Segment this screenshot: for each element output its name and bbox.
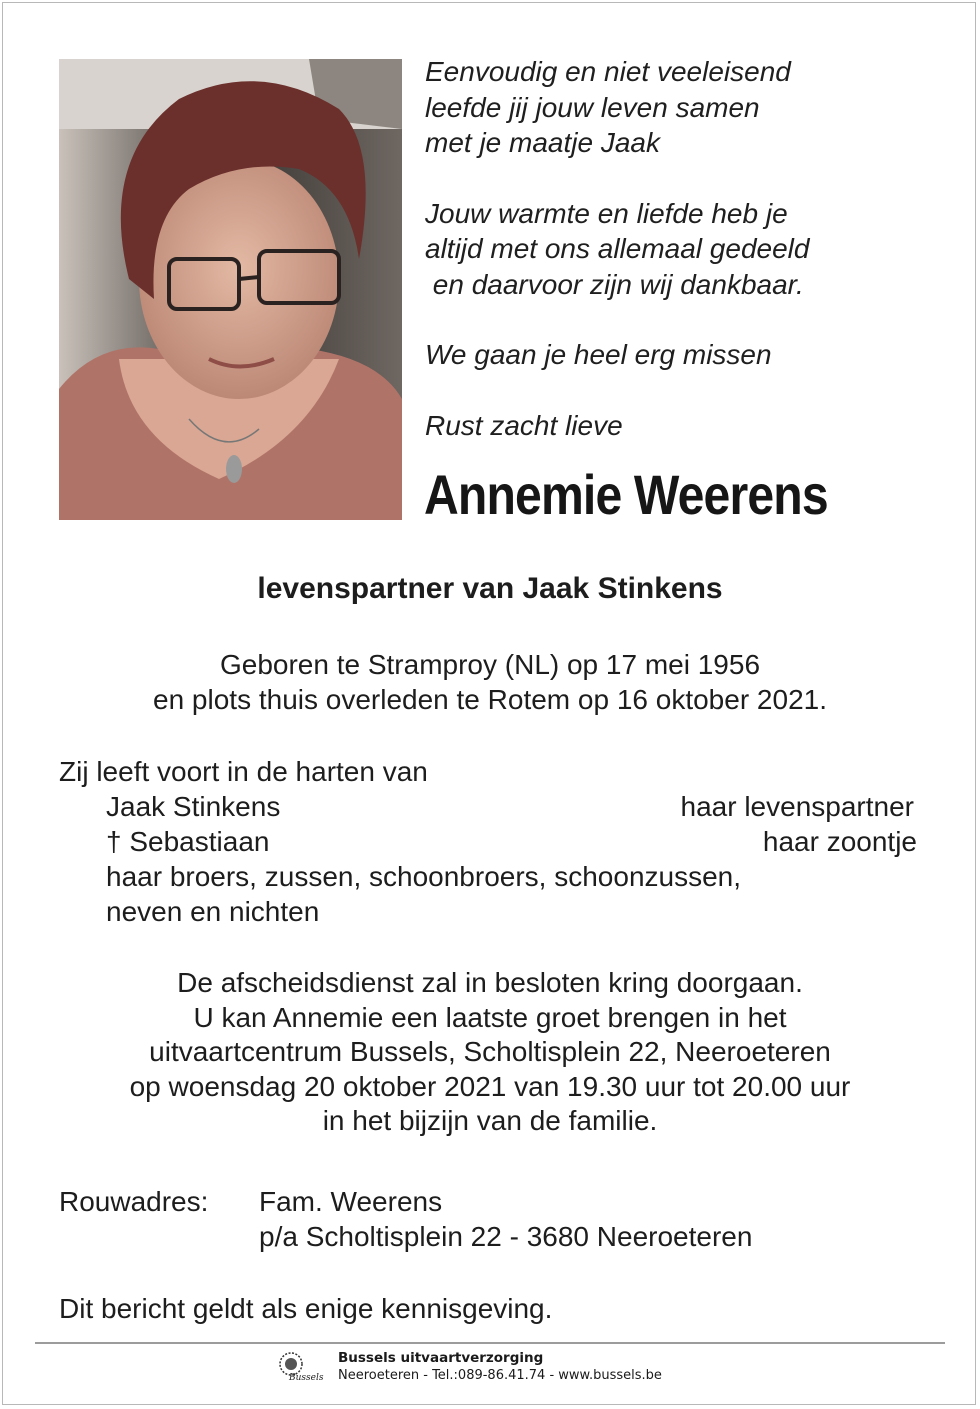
address-label: Rouwadres: [59,1186,209,1217]
poem-stanza-4: Rust zacht lieve [425,409,623,441]
poem-stanza-1: Eenvoudig en niet veeleisend leefde jij jouw leven samen met je maatje Jaak [425,56,791,158]
portrait-photo [59,59,402,520]
service-line: uitvaartcentrum Bussels, Scholtisplein 22, Neeroeteren [149,1036,831,1067]
family-member-relation: haar levenspartner [680,791,914,822]
poem-stanza-2: Jouw warmte en liefde heb je altijd met ons allemaal gedeeld en daarvoor zijn wij dankbaar. [425,197,810,300]
funeral-company-name: Bussels uitvaartverzorging [338,1350,544,1366]
funeral-company-contact: Neeroeteren - Tel.:089-86.41.74 - www.bussels.be [338,1368,662,1383]
service-line: U kan Annemie een laatste groet brengen in het [193,1001,787,1033]
bussels-logo [275,1350,329,1384]
service-block [0,966,980,1139]
notice-line: Dit bericht geldt als enige kennisgeving. [59,1293,553,1324]
footer-divider [35,1342,945,1344]
family-intro: Zij leeft voort in de harten van [59,756,428,787]
address-line: p/a Scholtisplein 22 - 3680 Neeroeteren [259,1221,753,1252]
family-member-name: Jaak Stinkens [106,791,281,822]
address-line: Fam. Weerens [259,1186,443,1217]
relation-line: levenspartner van Jaak Stinkens [257,572,723,605]
poem [425,54,945,478]
birth-death-block [0,648,980,717]
family-member-name: † Sebastiaan [106,826,270,857]
family-member-relation: haar zoontje [762,826,917,857]
family-extended-line: haar broers, zussen, schoonbroers, schoonzussen, [106,861,742,892]
service-line: De afscheidsdienst zal in besloten kring doorgaan. [177,967,803,998]
birth-line: Geboren te Stramproy (NL) op 17 mei 1956 [219,649,761,680]
service-line: op woensdag 20 oktober 2021 van 19.30 uur tot 20.00 uur [129,1070,851,1102]
poem-stanza-3: We gaan je heel erg missen [425,339,772,370]
logo-text: Bussels [289,1373,324,1383]
family-extended-line: neven en nichten [106,896,320,927]
deceased-name: Annemie Weerens [424,463,828,526]
service-line: in het bijzijn van de familie. [322,1105,658,1136]
death-line: en plots thuis overleden te Rotem op 16 oktober 2021. [153,683,827,715]
